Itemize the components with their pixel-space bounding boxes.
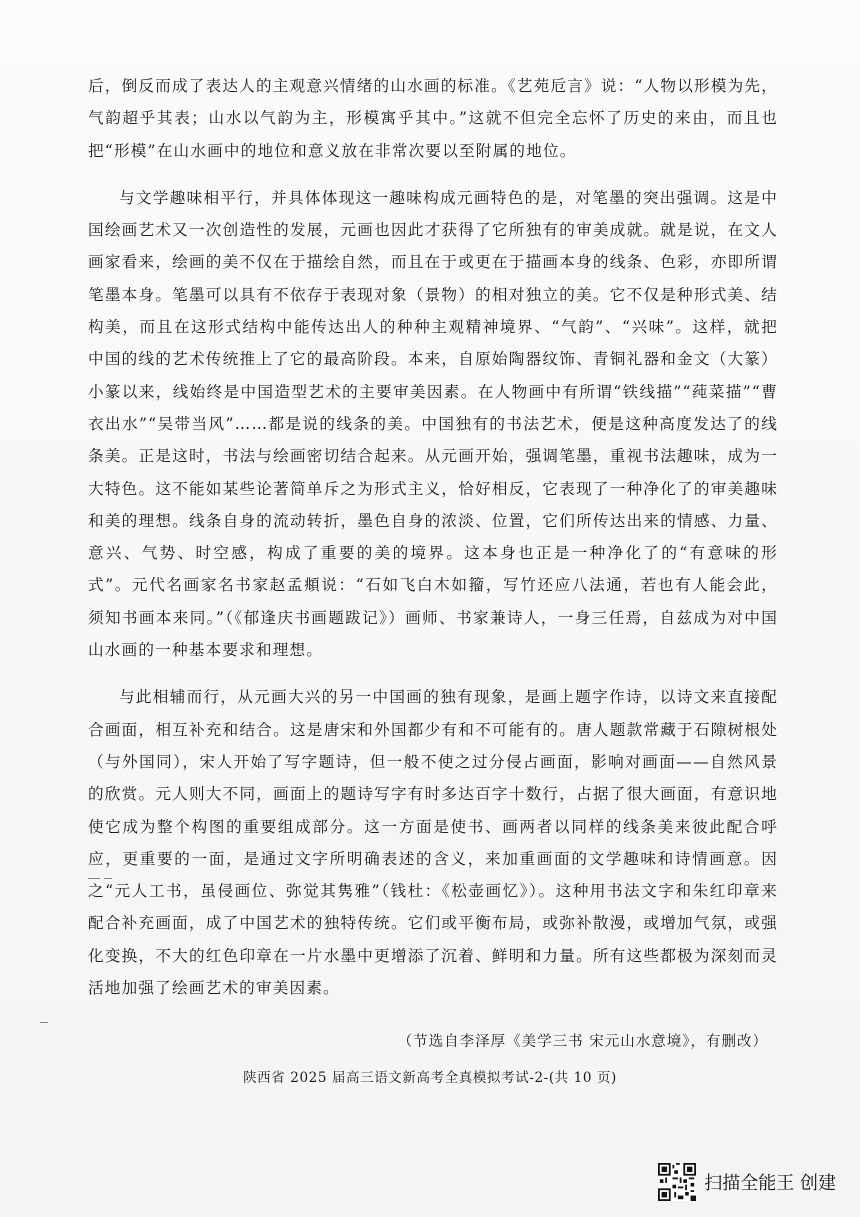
watermark-text: 扫描全能王 创建 [704,1173,836,1194]
scanner-watermark [658,1163,836,1201]
article-body [88,70,778,1004]
scan-mark [40,1022,48,1023]
scan-mark [88,878,100,879]
paragraph-3: 与此相辅而行，从元画大兴的另一中国画的独有现象，是画上题字作诗，以诗文来直接配合画面，相互补充和结合。这是唐宋和外国都少有和不可能有的。唐人题款常藏于石隙树根处（与外国同），宋人开始了写字题诗，但一般不使之过分侵占画面，影响对画面——自然风景的欣赏。元人则大不同，画面上的题诗写字有时多达百字十数行，占据了很大画面，有意识地使它成为整个构图的重要组成部分。这一方面是使书、画两者以同样的线条美来彼此配合呼应，更重要的一面，是通过文字所明确表述的含义，来加重画面的文学趣味和诗情画意。因之“元人工书，虽侵画位、弥觉其隽雅”（钱杜：《松壶画忆》）。这种用书法文字和朱红印章来配合补充画面，成了中国艺术的独特传统。它们或平衡布局，或弥补散漫，或增加气氛，或强化变换，不大的红色印章在一片水墨中更增添了沉着、鲜明和力量。所有这些都极为深刻而灵活地加强了绘画艺术的审美因素。 [88,688,778,998]
qr-code-icon [658,1163,696,1201]
paragraph-2: 与文学趣味相平行，并具体体现这一趣味构成元画特色的是，对笔墨的突出强调。这是中国绘画艺术又一次创造性的发展，元画也因此才获得了它所独有的审美成就。就是说，在文人画家看来，绘画的美不仅在于描绘自然，而且在于或更在于描画本身的线条、色彩，亦即所谓笔墨本身。笔墨可以具有不依存于表现对象（景物）的相对独立的美。它不仅是种形式美、结构美，而且在这形式结构中能传达出人的种种主观精神境界、“气韵”、“兴味”。这样，就把中国的线的艺术传统推上了它的最高阶段。本来，自原始陶器纹饰、青铜礼器和金文（大篆）小篆以来，线始终是中国造型艺术的主要审美因素。在人物画中有所谓“铁线描”“莼菜描”“曹衣出水”“吴带当风”……都是说的线条的美。中国独有的书法艺术，便是这种高度发达了的线条美。正是这时，书法与绘画密切结合起来。从元画开始，强调笔墨，重视书法趣味，成为一大特色。这不能如某些论著简单斥之为形式主义，恰好相反，它表现了一种净化了的审美趣味和美的理想。线条自身的流动转折，墨色自身的浓淡、位置，它们所传达出来的情感、力量、意兴、气势、时空感，构成了重要的美的境界。这本身也正是一种净化了的“有意味的形式”。元代名画家名书家赵孟頫说：“石如飞白木如籀，写竹还应八法通，若也有人能会此，须知书画本来同。”（《郁逢庆书画题跋记》）画师、书家兼诗人，一身三任焉，自兹成为对中国山水画的一种基本要求和理想。 [88,188,778,660]
scan-mark [104,878,112,879]
page-footer: 陕西省 2025 届高三语文新高考全真模拟考试-2-(共 10 页) [243,1070,617,1086]
source-citation: （节选自李泽厚《美学三书 宋元山水意境》，有删改） [397,1034,768,1050]
paragraph-1: 后，倒反而成了表达人的主观意兴情绪的山水画的标准。《艺苑卮言》说：“人物以形模为先，气韵超乎其表；山水以气韵为主，形模寓乎其中。”这就不但完全忘怀了历史的来由，而且也把“形模”在山水画中的地位和意义放在非常次要以至附属的地位。 [88,77,778,160]
